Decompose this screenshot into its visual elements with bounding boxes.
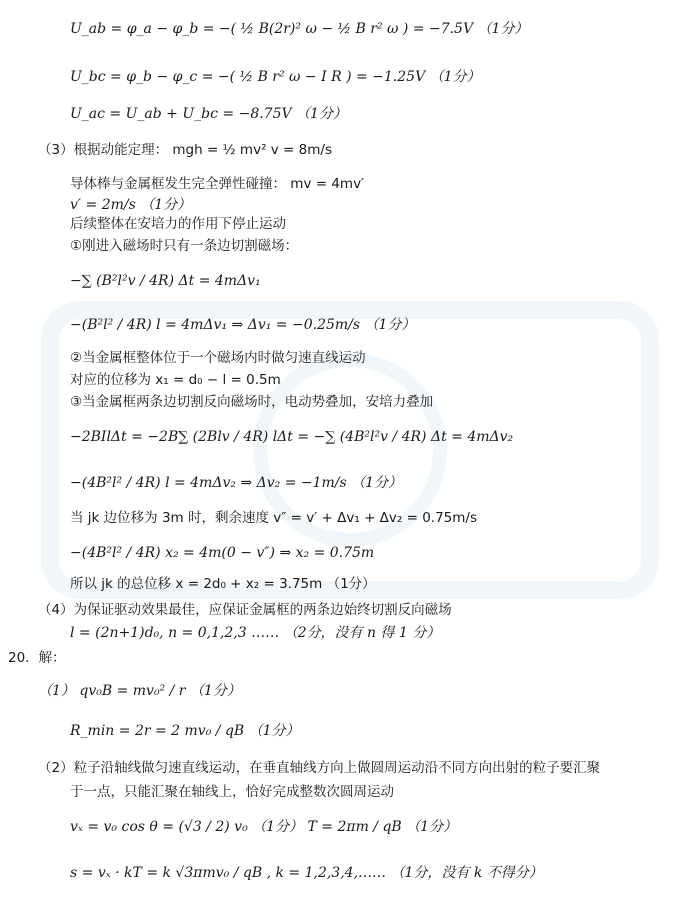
delta-v2-equation: −(4B²l² / 4R) l = 4mΔv₂ ⇒ Δv₂ = −1m/s （1分） bbox=[70, 475, 403, 491]
stop-under-ampere-force: 后续整体在安培力的作用下停止运动 bbox=[70, 216, 286, 232]
equation-ubc: U_bc = φ_b − φ_c = −( ½ B r² ω − I R ) = −1.25V （1分） bbox=[70, 69, 481, 85]
part3-kinetic-energy: （3）根据动能定理： mgh = ½ mv² v = 8m/s bbox=[38, 142, 332, 158]
step1-one-edge-cutting: ①刚进入磁场时只有一条边切割磁场： bbox=[70, 238, 299, 254]
total-displacement-line: 所以 jk 的总位移 x = 2d₀ + x₂ = 3.75m （1分） bbox=[70, 576, 376, 592]
part4-condition: （4）为保证驱动效果最佳，应保证金属框的两条边始终切割反向磁场 bbox=[38, 602, 452, 618]
velocity-after-collision: v′ = 2m/s （1分） bbox=[70, 197, 192, 213]
step2-uniform-motion: ②当金属框整体位于一个磁场内时做匀速直线运动 bbox=[70, 350, 366, 366]
distance-equation: s = vₓ · kT = k √3πmv₀ / qB , k = 1,2,3,4,…… （1分，没有 k 不得分） bbox=[70, 865, 543, 881]
x2-equation: −(4B²l² / 4R) x₂ = 4m(0 − v″) ⇒ x₂ = 0.75m bbox=[70, 545, 375, 561]
vx-and-period-equation: vₓ = v₀ cos θ = (√3 / 2) v₀ （1分） T = 2πm / qB （1分） bbox=[70, 819, 458, 835]
sum-momentum-equation-2: −2BIlΔt = −2B∑ (2Blv / 4R) lΔt = −∑ (4B²l²v / 4R) Δt = 4mΔv₂ bbox=[70, 429, 514, 445]
step3-two-edges-cutting: ③当金属框两条边切割反向磁场时，电动势叠加，安培力叠加 bbox=[70, 394, 434, 410]
equation-uac: U_ac = U_ab + U_bc = −8.75V （1分） bbox=[70, 106, 347, 122]
delta-v1-equation: −(B²l² / 4R) l = 4mΔv₁ ⇒ Δv₁ = −0.25m/s （1分） bbox=[70, 317, 416, 333]
elastic-collision-line: 导体棒与金属框发生完全弹性碰撞： mv = 4mv′ bbox=[70, 176, 365, 192]
sum-momentum-equation-1: −∑ (B²l²v / 4R) Δt = 4mΔv₁ bbox=[70, 273, 261, 289]
displacement-x1: 对应的位移为 x₁ = d₀ − l = 0.5m bbox=[70, 372, 281, 388]
remaining-velocity-line: 当 jk 边位移为 3m 时，剩余速度 v″ = v′ + Δv₁ + Δv₂ = 0.75m/s bbox=[70, 510, 477, 526]
length-condition-equation: l = (2n+1)d₀, n = 0,1,2,3 …… （2分，没有 n 得 1 分） bbox=[70, 625, 441, 641]
q20-part2-line1: （2）粒子沿轴线做匀速直线运动，在垂直轴线方向上做圆周运动沿不同方向出射的粒子要汇聚 bbox=[38, 760, 601, 776]
q20-part2-line2: 于一点，只能汇聚在轴线上，恰好完成整数次圆周运动 bbox=[70, 784, 394, 800]
question-20-heading: 20．解： bbox=[8, 650, 66, 666]
equation-uab: U_ab = φ_a − φ_b = −( ½ B(2r)² ω − ½ B r² ω ) = −7.5V （1分） bbox=[70, 21, 529, 37]
rmin-equation: R_min = 2r = 2 mv₀ / qB （1分） bbox=[70, 723, 300, 739]
q20-part1-equation: （1） qv₀B = mv₀² / r （1分） bbox=[38, 683, 241, 699]
